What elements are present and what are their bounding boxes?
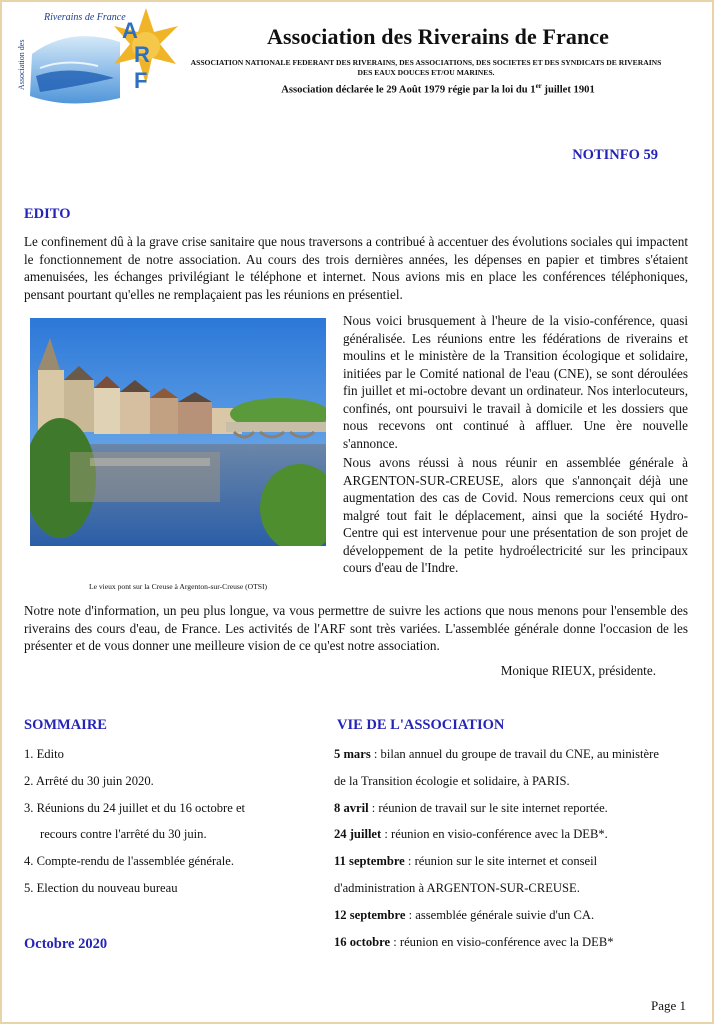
vie-heading: VIE DE L'ASSOCIATION xyxy=(337,717,505,733)
edito-heading: EDITO xyxy=(24,206,71,222)
vie-list xyxy=(334,744,659,958)
edito-paragraph-3: Nous avons réussi à nous réunir en assemblée générale à ARGENTON-SUR-CREUSE, alors que s'annonçait déjà une augmentation des cas de Covid. Nous remercions ceux qui ont malgré tout fait le déplacement, ainsi que la société Hydro-Centre qui est intervenue pour une présentation de son projet de développement de la petite hydroélectricité sur les principaux cours d'eau de l'Indre. xyxy=(343,455,688,575)
edito-paragraph-4: Notre note d'information, un peu plus longue, va vous permettre de suivre les actions que nous menons pour l'ensemble des riverains des cours d'eau, de France. Les activités de l'ARF sont très variées. L'assemblée générale donne l'occasion de les présenter et de vous donner une meilleure vision de ce qu'est notre association. xyxy=(24,603,688,653)
bridge-photo xyxy=(30,318,326,546)
sommaire-item: 4. Compte-rendu de l'assemblée générale. xyxy=(24,854,234,869)
notinfo-number: NOTINFO 59 xyxy=(572,147,658,163)
declaration-line: Association déclarée le 29 Août 1979 régie par la loi du 1er juillet 1901 xyxy=(281,82,595,96)
arf-logo xyxy=(10,6,178,106)
vie-item: 11 septembre : réunion sur le site internet et conseil xyxy=(334,854,598,869)
association-subtitle: ASSOCIATION NATIONALE FEDERANT DES RIVERAINS, DES ASSOCIATIONS, DES SOCIETES ET DES SYNDICATS DE RIVERAINS DES EAUX DOUCES ET/OU MARINES. xyxy=(190,58,662,77)
edito-paragraph-1: Le confinement dû à la grave crise sanitaire que nous traversons a contribué à accentuer des évolutions sociales qui impactent le fonctionnement de notre association. Au cours des trois dernières années, les dépenses en papier et timbres s'étaient amenuisées, les échanges privilégiant le téléphone et internet. Nous avions mis en place les conférences téléphoniques, pensant pourtant qu'elles ne remplaçaient pas les réunions en présentiel. xyxy=(24,234,688,302)
vie-item: 24 juillet : réunion en visio-conférence avec la DEB*. xyxy=(334,827,608,842)
sommaire-item: 1. Edito xyxy=(24,747,64,761)
vie-item: de la Transition écologie et solidaire, à PARIS. xyxy=(334,773,570,788)
sommaire-item: 2. Arrêté du 30 juin 2020. xyxy=(24,773,154,788)
page-number: Page 1 xyxy=(650,998,686,1013)
vie-item: 8 avril : réunion de travail sur le site internet reportée. xyxy=(334,800,608,815)
logo-title-text: Riverains de France xyxy=(44,12,126,23)
sommaire-item: 3. Réunions du 24 juillet et du 16 octobre et xyxy=(24,800,246,815)
sommaire-item: 5. Election du nouveau bureau xyxy=(24,880,178,895)
signature: Monique RIEUX, présidente. xyxy=(500,663,656,678)
issue-date: Octobre 2020 xyxy=(24,936,108,952)
photo-caption: Le vieux pont sur la Creuse à Argenton-sur-Creuse (OTSI) xyxy=(88,582,268,591)
association-title: Association des Riverains de France xyxy=(266,24,610,49)
svg-text:A: A xyxy=(122,18,138,43)
vie-item: 16 octobre : réunion en visio-conférence avec la DEB* xyxy=(334,934,614,949)
vie-item: 5 mars : bilan annuel du groupe de travail du CNE, au ministère xyxy=(334,747,659,761)
svg-text:F: F xyxy=(134,68,148,93)
logo-vertical-text: Association des xyxy=(17,39,26,90)
sommaire-list xyxy=(24,744,245,905)
svg-text:R: R xyxy=(134,42,150,67)
vie-item: 12 septembre : assemblée générale suivie d'un CA. xyxy=(334,907,595,922)
sommaire-item: recours contre l'arrêté du 30 juin. xyxy=(40,827,207,842)
edito-paragraph-2: Nous voici brusquement à l'heure de la visio-conférence, quasi généralisée. Les réunions entre les fédérations de riverains et moulins et le ministère de la Transition écologique et solidaire, initiées par le Comité national de l'eau (CNE), se sont déroulées fin juillet et mi-octobre devant un ordinateur. Nos interlocuteurs, confinés, ont poursuivi le travail à domicile et les dossiers que nous recevons ont continué à affluer. Une ère nouvelle s'annonce. xyxy=(343,313,688,451)
vie-item: d'administration à ARGENTON-SUR-CREUSE. xyxy=(334,880,580,895)
sommaire-heading: SOMMAIRE xyxy=(24,717,107,733)
